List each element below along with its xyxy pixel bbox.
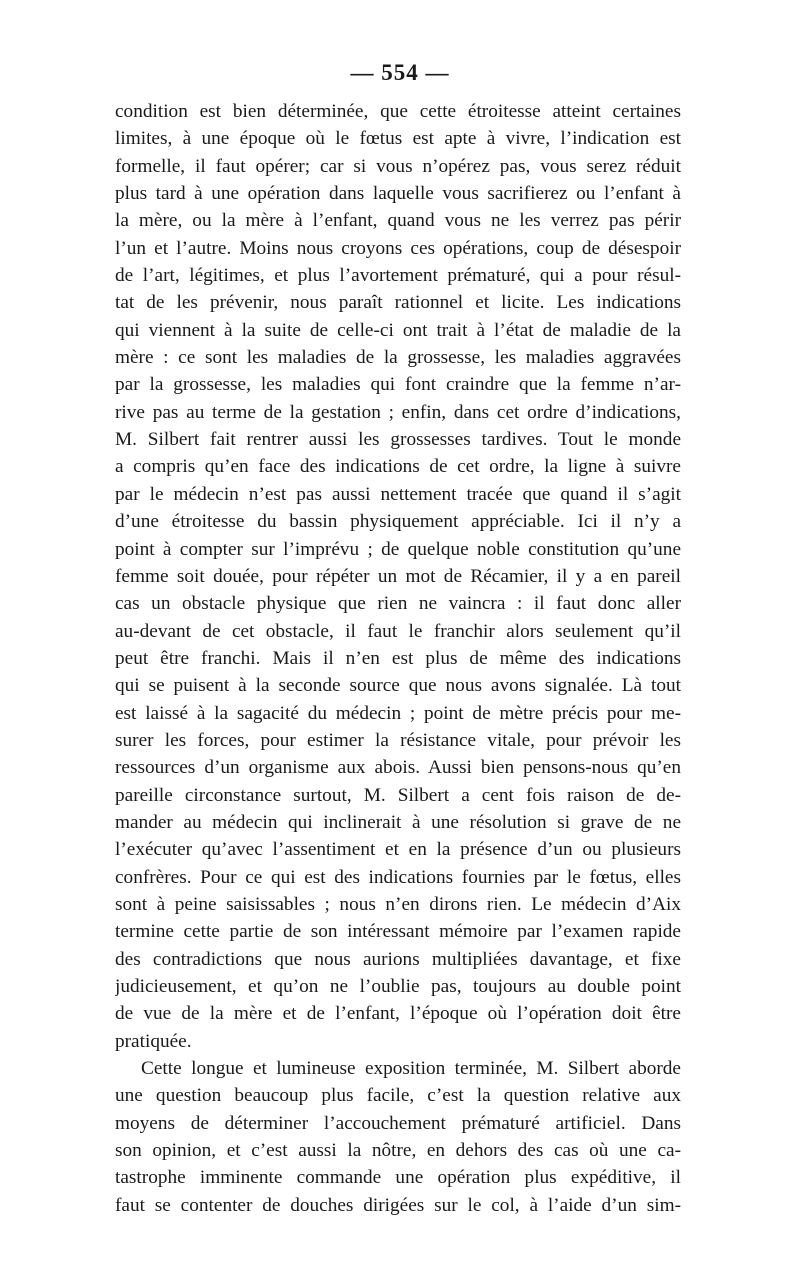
text-line: tat de les prévenir, nous paraît rationnel et licite. Les indications [115, 292, 681, 314]
text-line: confrères. Pour ce qui est des indications fournies par le fœtus, elles [115, 866, 681, 888]
text-line: qui se puisent à la seconde source que nous avons signalée. Là tout [115, 675, 681, 697]
text-line: femme soit douée, pour répéter un mot de Récamier, il y a en pareil [115, 565, 681, 587]
text-line: faut se contenter de douches dirigées sur le col, à l’aide d’un sim- [115, 1194, 681, 1216]
text-line: sont à peine saisissables ; nous n’en dirons rien. Le médecin d’Aix [115, 893, 681, 915]
text-line: d’une étroitesse du bassin physiquement appréciable. Ici il n’y a [115, 511, 681, 533]
text-line: la mère, ou la mère à l’enfant, quand vous ne les verrez pas périr [115, 210, 681, 232]
text-line: condition est bien déterminée, que cette étroitesse atteint certaines [115, 101, 681, 122]
text-line: plus tard à une opération dans laquelle vous sacrifierez ou l’enfant à [115, 183, 681, 205]
text-line: ressources d’un organisme aux abois. Aussi bien pensons-nous qu’en [115, 757, 681, 779]
text-line: a compris qu’en face des indications de cet ordre, la ligne à suivre [115, 456, 681, 478]
text-line: surer les forces, pour estimer la résistance vitale, pour prévoir les [115, 729, 681, 751]
body-text [115, 98, 681, 1219]
text-line: qui viennent à la suite de celle-ci ont trait à l’état de maladie de la [115, 319, 681, 341]
text-line: pratiquée. [115, 1030, 192, 1052]
text-line: une question beaucoup plus facile, c’est la question relative aux [115, 1085, 681, 1107]
text-line: l’un et l’autre. Moins nous croyons ces opérations, coup de désespoir [115, 237, 681, 259]
text-line: moyens de déterminer l’accouchement prématuré artificiel. Dans [115, 1112, 681, 1134]
text-line: son opinion, et c’est aussi la nôtre, en dehors des cas où une ca- [115, 1140, 681, 1162]
text-line: mère : ce sont les maladies de la grossesse, les maladies aggravées [115, 347, 681, 369]
text-line: formelle, il faut opérer; car si vous n’opérez pas, vous serez réduit [115, 155, 681, 177]
text-line: rive pas au terme de la gestation ; enfin, dans cet ordre d’indications, [115, 401, 681, 423]
text-line: limites, à une époque où le fœtus est apte à vivre, l’indication est [115, 128, 681, 150]
text-line: peut être franchi. Mais il n’en est plus de même des indications [115, 647, 681, 669]
text-line: est laissé à la sagacité du médecin ; point de mètre précis pour me- [115, 702, 681, 724]
text-line: M. Silbert fait rentrer aussi les grossesses tardives. Tout le monde [115, 429, 681, 451]
text-line: des contradictions que nous aurions multipliées davantage, et fixe [115, 948, 681, 970]
text-line: point à compter sur l’imprévu ; de quelque noble constitution qu’une [115, 538, 681, 560]
text-line: de l’art, légitimes, et plus l’avortement prématuré, qui a pour résul- [115, 265, 681, 287]
text-line: mander au médecin qui inclinerait à une résolution si grave de ne [115, 811, 681, 833]
text-line: judicieusement, et qu’on ne l’oublie pas, toujours au double point [115, 976, 681, 997]
text-line: au-devant de cet obstacle, il faut le franchir alors seulement qu’il [115, 620, 681, 642]
text-line: par la grossesse, les maladies qui font craindre que la femme n’ar- [115, 374, 681, 396]
text-line: termine cette partie de son intéressant mémoire par l’examen rapide [115, 921, 681, 943]
text-line: par le médecin n’est pas aussi nettement tracée que quand il s’agit [115, 483, 681, 505]
text-line: pareille circonstance surtout, M. Silbert a cent fois raison de de- [115, 784, 681, 806]
text-line: Cette longue et lumineuse exposition terminée, M. Silbert aborde [141, 1058, 681, 1080]
text-line: l’exécuter qu’avec l’assentiment et en la présence d’un ou plusieurs [115, 839, 681, 861]
text-line: cas un obstacle physique que rien ne vaincra : il faut donc aller [115, 593, 681, 615]
text-line: de vue de la mère et de l’enfant, l’époque où l’opération doit être [115, 1003, 681, 1025]
page-number: — 554 — [350, 60, 450, 85]
text-line: tastrophe imminente commande une opération plus expéditive, il [115, 1167, 681, 1189]
